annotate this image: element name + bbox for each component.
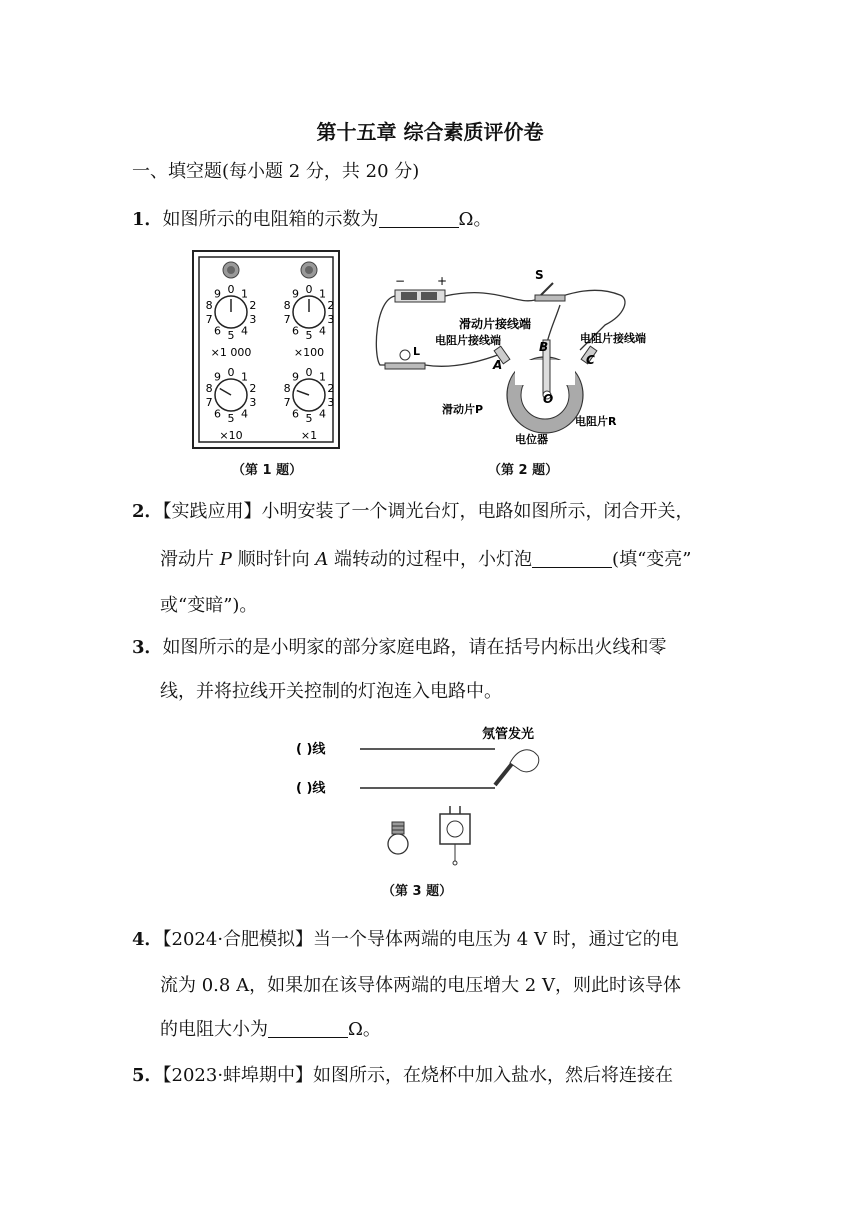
dial-digit: 3 — [249, 313, 257, 327]
answer-blank[interactable] — [268, 1019, 348, 1038]
answer-blank[interactable] — [379, 209, 459, 228]
dial-digit: 0 — [305, 283, 313, 296]
dial-digit: 7 — [283, 396, 291, 410]
dial-multiplier: ×1 000 — [210, 346, 252, 359]
variable-p: P — [219, 549, 232, 570]
dial-digit: 7 — [283, 313, 291, 327]
dial-digit: 9 — [213, 370, 221, 384]
terminal-c-label: C — [586, 353, 595, 367]
dial-digit: 9 — [291, 287, 299, 301]
question-text: 如图所示的电阻箱的示数为 — [162, 209, 379, 230]
question-number: 5． — [132, 1065, 163, 1086]
dial-digit: 3 — [249, 396, 257, 410]
question-4-line-1 — [132, 928, 679, 952]
wire-1-label: ( )线 — [296, 742, 326, 757]
dial-digit: 6 — [213, 324, 221, 338]
dial-digit: 4 — [241, 407, 249, 421]
battery-minus-label: − — [395, 274, 406, 288]
question-number: 1． — [132, 209, 163, 230]
answer-blank[interactable] — [532, 549, 612, 568]
potentiometer-label: 电位器 — [515, 433, 548, 446]
resistor-r-label: 电阻片R — [575, 415, 617, 428]
dial-digit: 9 — [291, 370, 299, 384]
dial-multiplier: ×1 — [300, 429, 318, 442]
dial-digit: 2 — [327, 381, 335, 395]
dial-digit: 9 — [213, 287, 221, 301]
wire-2-label: ( )线 — [296, 781, 326, 796]
dial-digit: 7 — [205, 313, 213, 327]
question-5-line-1 — [132, 1064, 673, 1088]
question-text: Ω。 — [348, 1019, 381, 1040]
question-text: 的电阻大小为 — [160, 1019, 268, 1040]
center-o-label: O — [543, 392, 554, 406]
lamp-label: L — [413, 345, 421, 358]
question-3-line-2: 线，并将拉线开关控制的灯泡连入电路中。 — [160, 681, 502, 702]
question-text: 滑动片 — [160, 549, 220, 570]
dial-digit: 1 — [319, 287, 327, 301]
dial-digit: 2 — [327, 298, 335, 312]
dial-digit: 4 — [241, 324, 249, 338]
terminal-b-label: B — [539, 340, 549, 354]
dial-digit: 1 — [319, 370, 327, 384]
question-text: 顺时针向 — [231, 549, 316, 570]
question-4-line-3 — [160, 1018, 381, 1042]
dial-digit: 1 — [241, 370, 249, 384]
question-text: 【2024·合肥模拟】当一个导体两端的电压为 4 V 时，通过它的电 — [162, 929, 679, 950]
resistor-terminal-right-label: 电阻片接线端 — [580, 332, 646, 345]
slider-terminal-label: 滑动片接线端 — [459, 317, 532, 331]
resistance-box-figure — [192, 250, 342, 450]
slider-p-label: 滑动片P — [442, 403, 484, 416]
question-1 — [132, 208, 491, 232]
dial-digit: 6 — [213, 407, 221, 421]
dial-digit: 5 — [227, 412, 235, 425]
figure-1-caption: （第 1 题） — [232, 463, 303, 478]
question-2-line-1 — [132, 500, 694, 524]
battery-plus-label: + — [437, 274, 448, 288]
variable-a: A — [315, 549, 329, 570]
switch-label: S — [535, 268, 544, 282]
dial-digit: 4 — [319, 407, 327, 421]
dial-digit: 0 — [227, 366, 235, 379]
household-circuit-figure — [290, 718, 550, 866]
question-4-line-2: 流为 0.8 A，如果加在该导体两端的电压增大 2 V，则此时该导体 — [160, 975, 681, 996]
terminal-a-label: A — [493, 358, 503, 372]
question-2-line-3: 或“变暗”)。 — [160, 595, 258, 616]
question-text: 小明安装了一个调光台灯，电路如图所示，闭合开关， — [261, 501, 694, 522]
dial-digit: 8 — [205, 298, 213, 312]
question-3-line-1 — [132, 636, 667, 660]
dial-digit: 2 — [249, 381, 257, 395]
dial-digit: 7 — [205, 396, 213, 410]
figure-3-caption: （第 3 题） — [382, 884, 453, 899]
question-text: Ω。 — [458, 209, 492, 230]
question-text: 端转动的过程中，小灯泡 — [328, 549, 533, 570]
dial-digit: 5 — [305, 412, 313, 425]
dial-digit: 2 — [249, 298, 257, 312]
question-number: 2． — [132, 501, 163, 522]
dial-digit: 0 — [227, 283, 235, 296]
dial-digit: 5 — [305, 329, 313, 342]
dial-digit: 3 — [327, 396, 335, 410]
dial-digit: 8 — [283, 381, 291, 395]
dial-digit: 3 — [327, 313, 335, 327]
dial-digit: 4 — [319, 324, 327, 338]
resistor-terminal-left-label: 电阻片接线端 — [435, 334, 501, 347]
dial-digit: 0 — [305, 366, 313, 379]
question-tag: 【实践应用】 — [162, 501, 262, 522]
question-text: 【2023·蚌埠期中】如图所示，在烧杯中加入盐水，然后将连接在 — [162, 1065, 674, 1086]
dial-multiplier: ×100 — [293, 346, 325, 359]
question-text: (填“变亮” — [612, 549, 692, 570]
dial-digit: 5 — [227, 329, 235, 342]
figure-2-caption: （第 2 题） — [488, 463, 559, 478]
page-title: 第十五章 综合素质评价卷 — [316, 120, 544, 144]
dial-digit: 8 — [205, 381, 213, 395]
section-heading: 一、填空题(每小题 2 分，共 20 分) — [132, 161, 420, 182]
question-number: 3． — [132, 637, 163, 658]
question-number: 4． — [132, 929, 163, 950]
question-text: 如图所示的是小明家的部分家庭电路，请在括号内标出火线和零 — [162, 637, 667, 658]
neon-label: 氖管发光 — [482, 727, 535, 742]
dial-digit: 1 — [241, 287, 249, 301]
dial-multiplier: ×10 — [219, 429, 243, 442]
question-2-line-2 — [160, 548, 691, 572]
dial-digit: 6 — [291, 407, 299, 421]
potentiometer-circuit-figure — [375, 265, 675, 455]
dial-digit: 8 — [283, 298, 291, 312]
dial-digit: 6 — [291, 324, 299, 338]
